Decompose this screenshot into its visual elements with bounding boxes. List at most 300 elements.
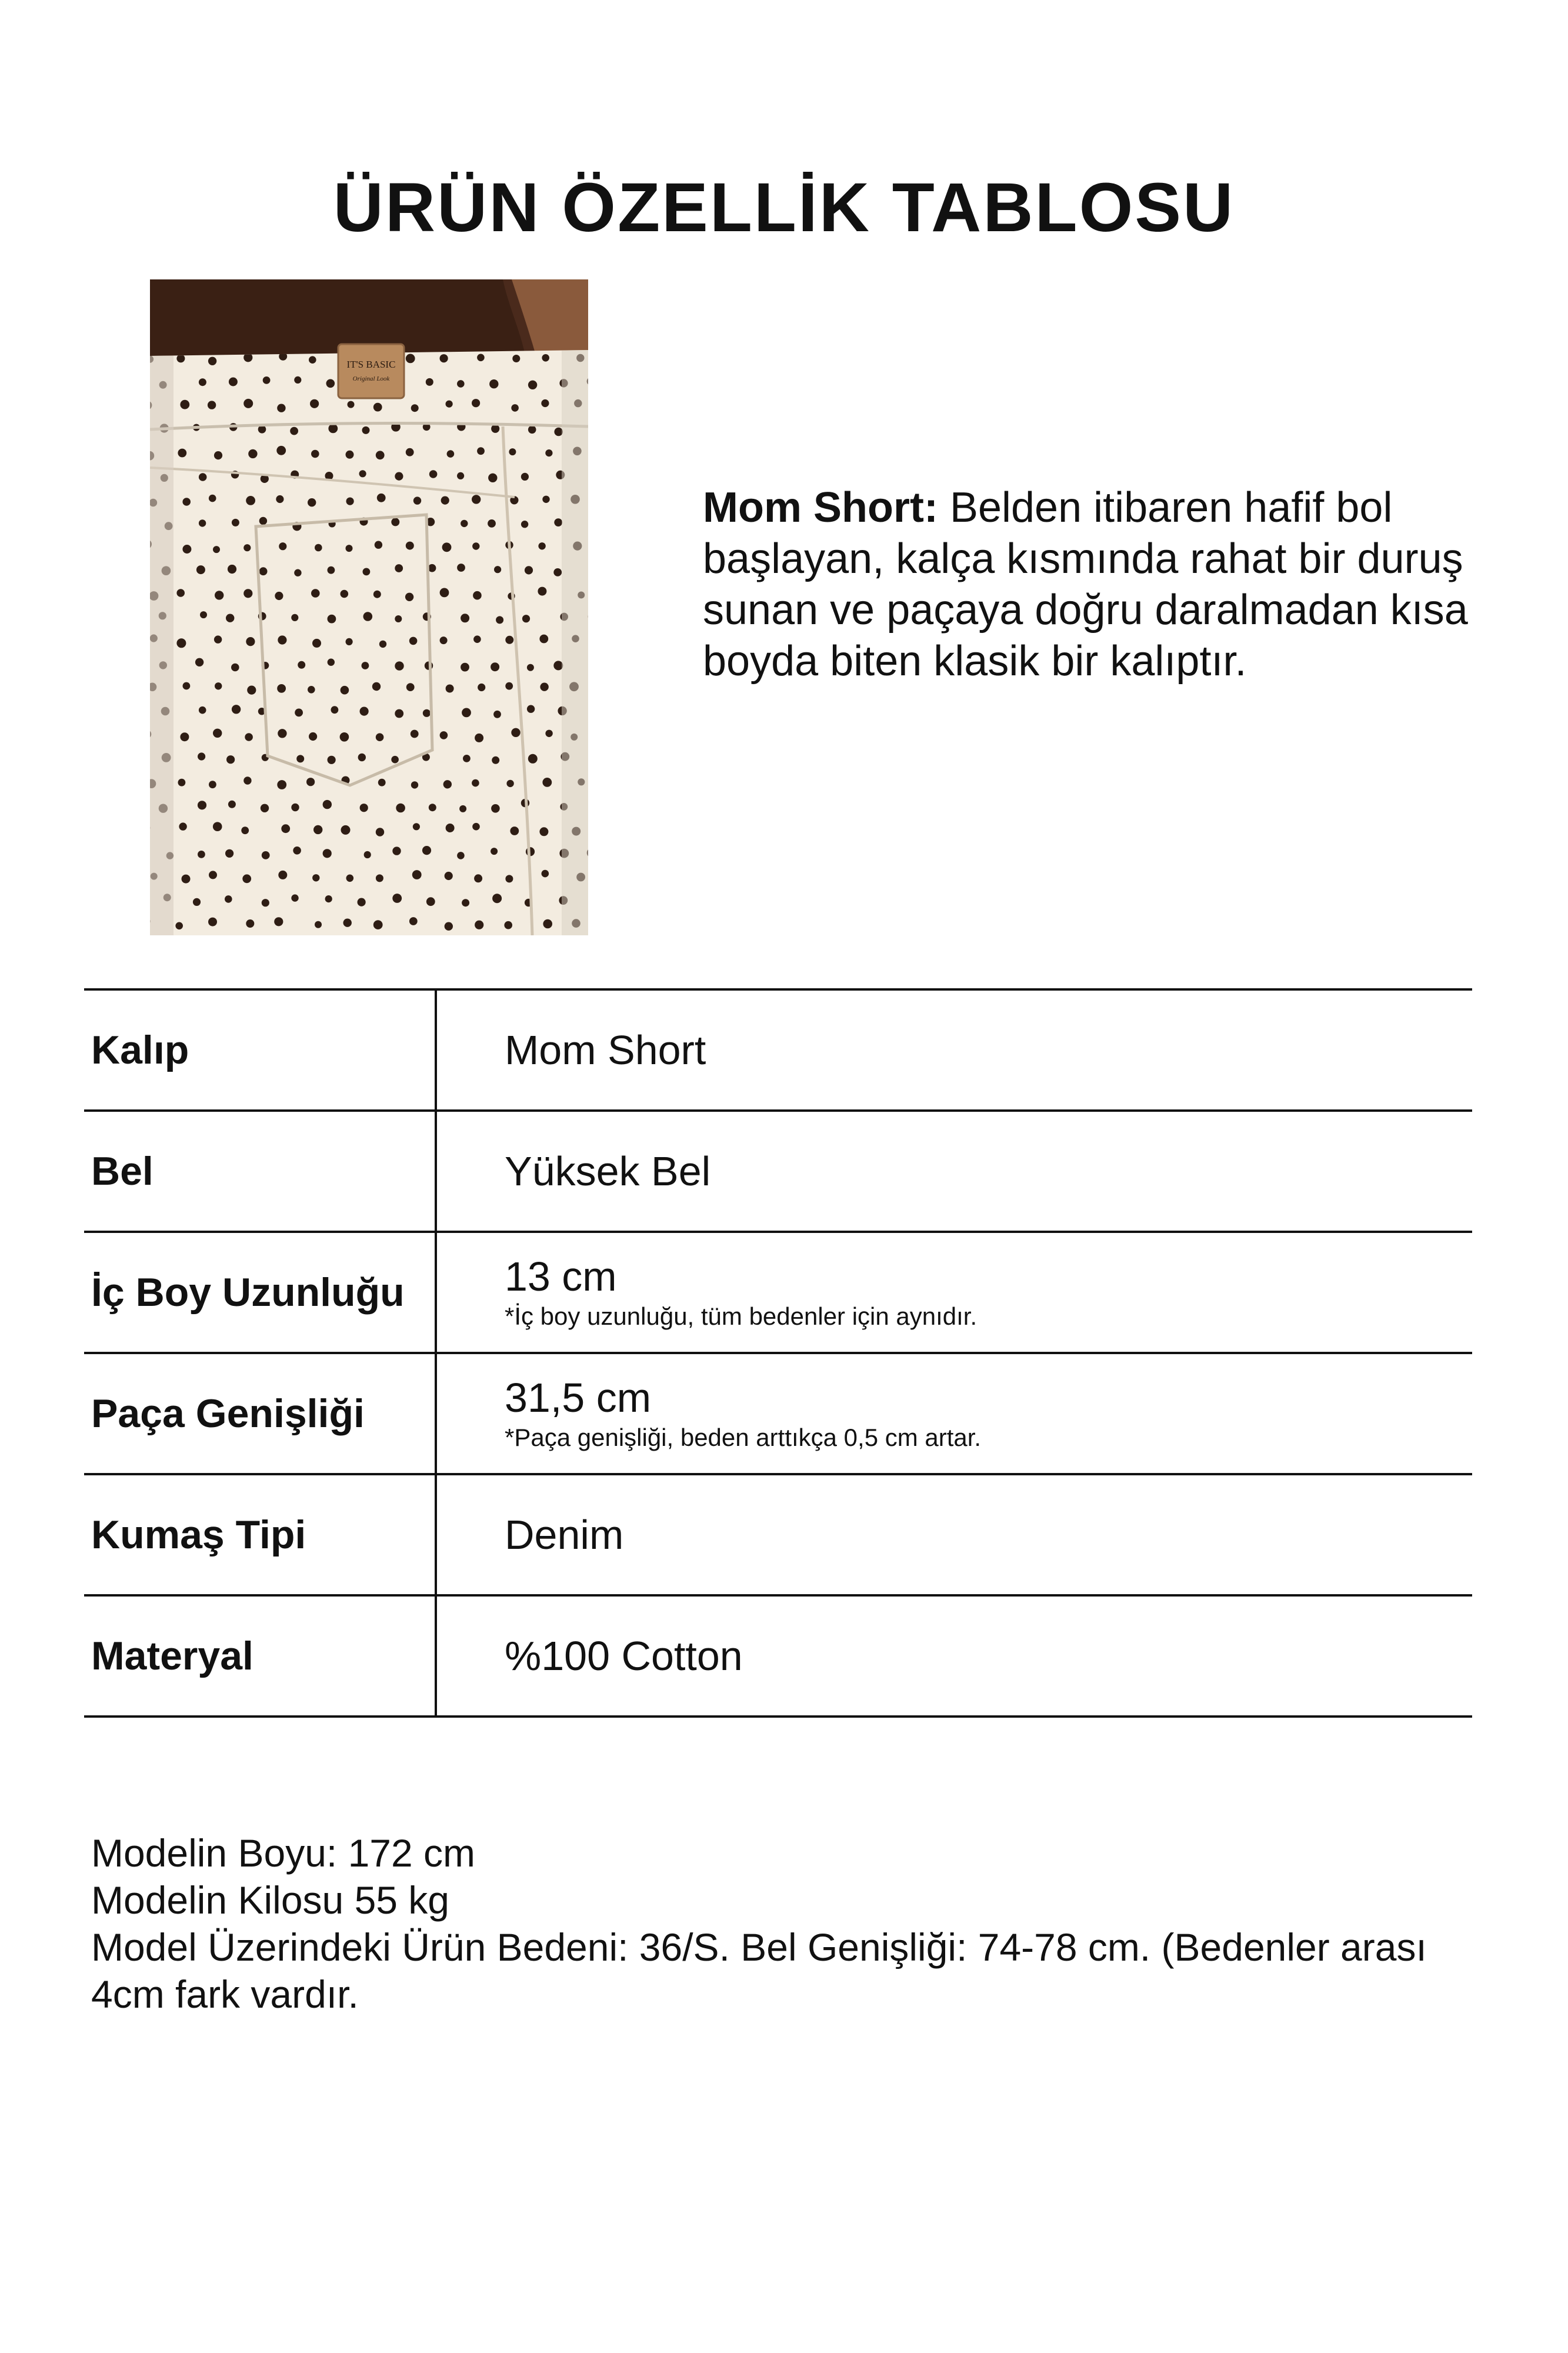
polka-dot: [195, 658, 203, 666]
polka-dot: [208, 918, 217, 926]
polka-dot: [406, 542, 414, 550]
polka-dot: [199, 473, 207, 481]
polka-dot: [246, 496, 255, 505]
polka-dot: [229, 378, 238, 386]
polka-dot: [298, 661, 305, 669]
polka-dot: [290, 427, 298, 435]
polka-dot: [492, 894, 502, 903]
polka-dot: [489, 379, 498, 388]
polka-dot: [226, 614, 234, 622]
page-title: ÜRÜN ÖZELLİK TABLOSU: [333, 169, 1235, 246]
spec-value: 13 cm: [505, 1254, 617, 1299]
polka-dot: [463, 755, 471, 762]
polka-dot: [511, 728, 520, 737]
product-description: [703, 482, 1491, 687]
polka-dot: [492, 756, 499, 764]
polka-dot: [405, 593, 413, 601]
column-divider: [435, 1112, 437, 1233]
polka-dot: [231, 664, 239, 672]
spec-value-cell: [505, 991, 1446, 1109]
polka-dot: [176, 638, 186, 648]
polka-dot: [360, 707, 369, 716]
polka-dot: [378, 779, 386, 786]
spec-label: Bel: [91, 1149, 154, 1194]
svg-text:Original Look: Original Look: [352, 375, 390, 382]
polka-dot: [274, 917, 283, 926]
polka-dot: [248, 449, 257, 458]
polka-dot: [478, 684, 485, 691]
polka-dot: [362, 426, 370, 434]
polka-dot: [429, 470, 438, 478]
spec-row: [84, 991, 1472, 1112]
polka-dot: [209, 495, 216, 502]
polka-dot: [310, 399, 319, 408]
polka-dot: [376, 451, 385, 459]
polka-dot: [491, 662, 499, 671]
polka-dot: [488, 474, 497, 482]
polka-dot: [199, 519, 206, 526]
polka-dot: [406, 354, 415, 364]
spec-value-cell: [505, 1354, 1446, 1473]
column-divider: [435, 1354, 437, 1475]
polka-dot: [328, 756, 336, 764]
polka-dot: [276, 495, 283, 503]
polka-dot: [527, 705, 535, 713]
polka-dot: [445, 922, 453, 931]
polka-dot: [291, 804, 299, 811]
polka-dot: [395, 615, 402, 622]
polka-dot: [242, 874, 251, 883]
polka-dot: [391, 756, 399, 764]
polka-dot: [363, 612, 373, 621]
polka-dot: [422, 846, 431, 855]
polka-dot: [457, 472, 464, 479]
polka-dot: [180, 400, 189, 409]
polka-dot: [545, 449, 552, 456]
polka-dot: [395, 661, 403, 670]
polka-dot: [213, 822, 222, 831]
polka-dot: [442, 542, 452, 552]
polka-dot: [182, 875, 191, 884]
polka-dot: [263, 376, 271, 384]
polka-dot: [296, 755, 304, 762]
model-weight: Modelin Kilosu 55 kg: [91, 1878, 450, 1922]
polka-dot: [278, 729, 286, 738]
polka-dot: [277, 404, 285, 412]
polka-dot: [542, 870, 549, 878]
polka-dot: [178, 449, 186, 458]
polka-dot: [541, 399, 549, 407]
polka-dot: [326, 379, 335, 388]
polka-dot: [373, 920, 383, 929]
polka-dot: [293, 846, 301, 855]
polka-dot: [406, 448, 414, 456]
polka-dot: [509, 448, 516, 455]
spec-label: Kalıp: [91, 1028, 189, 1072]
polka-dot: [412, 870, 422, 879]
polka-dot: [225, 849, 233, 858]
polka-dot: [373, 403, 382, 412]
polka-dot: [193, 898, 201, 906]
polka-dot: [440, 588, 449, 598]
polka-dot: [346, 875, 354, 882]
polka-dot: [346, 498, 354, 505]
polka-dot: [198, 752, 205, 760]
polka-dot: [457, 380, 465, 388]
polka-dot: [491, 425, 499, 433]
polka-dot: [395, 564, 403, 572]
polka-dot: [360, 804, 368, 812]
polka-dot: [413, 496, 421, 504]
polka-dot: [457, 852, 465, 859]
polka-dot: [457, 564, 465, 572]
spec-note: *İç boy uzunluğu, tüm bedenler için aynıdır.: [505, 1302, 978, 1330]
polka-dot: [346, 451, 354, 459]
polka-dot: [459, 805, 466, 812]
column-divider: [435, 1475, 437, 1597]
polka-dot: [441, 496, 449, 505]
description-term: Mom Short:: [703, 484, 938, 531]
polka-dot: [545, 730, 552, 737]
spec-row: [84, 1354, 1472, 1475]
polka-dot: [246, 919, 254, 928]
spec-label: Kumaş Tipi: [91, 1512, 306, 1557]
polka-dot: [375, 541, 382, 549]
polka-dot: [306, 778, 315, 786]
polka-dot: [413, 823, 420, 830]
polka-dot: [226, 755, 235, 764]
polka-dot: [426, 897, 435, 906]
spec-value: %100 Cotton: [505, 1633, 743, 1679]
polka-dot: [511, 404, 519, 412]
polka-dot: [243, 544, 251, 551]
polka-dot: [200, 611, 207, 618]
polka-dot: [396, 804, 405, 813]
column-divider: [435, 991, 437, 1112]
spec-value: Yüksek Bel: [505, 1148, 711, 1194]
polka-dot: [473, 635, 481, 643]
polka-dot: [247, 686, 256, 695]
polka-dot: [346, 638, 353, 645]
spec-value-cell: [505, 1597, 1446, 1715]
polka-dot: [311, 589, 320, 598]
polka-dot: [440, 354, 448, 362]
polka-dot: [461, 614, 469, 622]
polka-dot: [198, 851, 205, 858]
polka-dot: [261, 804, 269, 812]
spec-table: [84, 988, 1472, 1718]
polka-dot: [538, 542, 545, 549]
polka-dot: [215, 591, 223, 599]
polka-dot: [312, 639, 321, 648]
polka-dot: [528, 754, 538, 764]
polka-dot: [447, 450, 455, 458]
spec-label: Materyal: [91, 1634, 253, 1678]
polka-dot: [505, 636, 513, 644]
description-text: Belden itibaren hafif bol başlayan, kalça kısmında rahat bir duruş sunan ve paçaya doğru daralmadan kısa boyda biten klasik bir kalıptır.: [703, 484, 1468, 685]
polka-dot: [294, 569, 301, 576]
polka-dot: [473, 591, 482, 600]
polka-dot: [553, 661, 563, 670]
polka-dot: [277, 780, 286, 789]
polka-dot: [359, 470, 366, 477]
polka-dot: [376, 874, 383, 882]
polka-dot: [475, 734, 483, 742]
polka-dot: [196, 565, 205, 574]
polka-dot: [528, 381, 537, 389]
polka-dot: [512, 355, 520, 362]
polka-dot: [477, 447, 485, 455]
polka-dot: [199, 706, 206, 714]
polka-dot: [521, 473, 529, 481]
spec-row: [84, 1597, 1472, 1718]
polka-dot: [215, 682, 222, 689]
spec-value-cell: [505, 1233, 1446, 1352]
polka-dot: [291, 614, 298, 621]
polka-dot: [315, 544, 322, 552]
polka-dot: [392, 894, 402, 903]
polka-dot: [341, 590, 349, 598]
polka-dot: [461, 663, 469, 672]
polka-dot: [527, 664, 534, 671]
polka-dot: [462, 708, 471, 718]
polka-dot: [246, 637, 255, 646]
polka-dot: [358, 898, 366, 906]
polka-dot: [542, 354, 549, 362]
polka-dot: [496, 616, 503, 624]
model-size: Model Üzerindeki Ürün Bedeni: 36/S. Bel Genişliği: 74-78 cm. (Bedenler arası 4cm fark vardır.: [91, 1925, 1438, 2016]
polka-dot: [395, 472, 403, 481]
polka-dot: [278, 635, 286, 644]
polka-dot: [183, 682, 191, 690]
polka-dot: [426, 378, 433, 386]
polka-dot: [182, 498, 191, 506]
polka-dot: [491, 804, 500, 813]
polka-dot: [243, 589, 252, 598]
polka-dot: [477, 354, 485, 362]
polka-dot: [348, 401, 355, 408]
polka-dot: [461, 520, 468, 527]
polka-dot: [228, 801, 236, 808]
polka-dot: [241, 826, 249, 834]
polka-dot: [542, 778, 552, 787]
polka-dot: [276, 446, 286, 455]
polka-dot: [295, 709, 303, 717]
spec-row: [84, 1233, 1472, 1354]
polka-dot: [214, 635, 222, 643]
polka-dot: [373, 591, 381, 598]
polka-dot: [475, 921, 483, 929]
polka-dot: [331, 706, 339, 714]
polka-dot: [472, 399, 480, 407]
polka-dot: [175, 922, 183, 930]
polka-dot: [232, 705, 241, 714]
polka-dot: [472, 542, 479, 549]
spec-value-cell: [505, 1475, 1446, 1594]
spec-value: Denim: [505, 1512, 624, 1558]
polka-dot: [472, 779, 479, 787]
polka-dot: [409, 917, 418, 925]
spec-value: Mom Short: [505, 1027, 706, 1073]
model-height: Modelin Boyu: 172 cm: [91, 1831, 476, 1875]
polka-dot: [491, 848, 498, 855]
polka-dot: [363, 568, 371, 576]
polka-dot: [553, 568, 562, 576]
polka-dot: [392, 846, 401, 855]
spec-row: [84, 1112, 1472, 1233]
spec-row: [84, 1475, 1472, 1597]
polka-dot: [340, 732, 349, 742]
brand-label: [338, 344, 404, 398]
polka-dot: [409, 637, 418, 645]
polka-dot: [443, 780, 452, 788]
polka-dot: [311, 450, 319, 458]
polka-dot: [312, 874, 319, 881]
polka-dot: [372, 682, 381, 691]
polka-dot: [178, 779, 186, 786]
polka-dot: [391, 518, 399, 526]
spec-label: İç Boy Uzunluğu: [91, 1270, 405, 1315]
column-divider: [435, 1233, 437, 1354]
polka-dot: [278, 871, 287, 879]
polka-dot: [446, 401, 453, 408]
polka-dot: [543, 919, 552, 929]
polka-dot: [462, 899, 469, 906]
spec-value-cell: [505, 1112, 1446, 1231]
column-divider: [435, 1597, 437, 1718]
polka-dot: [228, 565, 236, 574]
polka-dot: [364, 851, 371, 858]
polka-dot: [323, 849, 332, 858]
polka-dot: [429, 804, 436, 811]
polka-dot: [525, 566, 533, 574]
polka-dot: [199, 378, 206, 386]
polka-dot: [510, 826, 519, 835]
polka-dot: [315, 921, 322, 928]
polka-dot: [208, 357, 216, 365]
polka-dot: [279, 542, 286, 550]
polka-dot: [213, 546, 220, 553]
polka-dot: [294, 376, 301, 384]
polka-dot: [423, 709, 431, 717]
polka-dot: [180, 732, 189, 741]
polka-dot: [214, 451, 222, 459]
polka-dot: [522, 615, 530, 622]
polka-dot: [313, 825, 322, 834]
polka-dot: [494, 566, 501, 573]
model-info: [91, 1829, 1479, 2018]
polka-dot: [198, 801, 206, 809]
polka-dot: [446, 685, 454, 693]
polka-dot: [445, 872, 453, 880]
polka-dot: [179, 822, 186, 830]
polka-dot: [472, 495, 481, 504]
polka-dot: [493, 711, 501, 718]
polka-dot: [472, 823, 480, 831]
polka-dot: [505, 875, 513, 882]
polka-dot: [328, 566, 335, 574]
polka-dot: [539, 635, 548, 644]
polka-dot: [275, 592, 283, 600]
polka-dot: [521, 521, 528, 528]
svg-text:IT'S BASIC: IT'S BASIC: [346, 359, 396, 370]
polka-dot: [225, 895, 232, 903]
polka-dot: [176, 354, 185, 362]
polka-dot: [341, 825, 351, 835]
polka-dot: [343, 919, 352, 927]
polka-dot: [362, 662, 369, 669]
spec-label: Paça Genişliği: [91, 1391, 365, 1436]
polka-dot: [411, 781, 418, 788]
polka-dot: [474, 874, 482, 882]
polka-dot: [277, 684, 286, 693]
polka-dot: [243, 399, 253, 408]
polka-dot: [182, 545, 191, 554]
polka-dot: [245, 733, 253, 741]
spec-note: *Paça genişliği, beden arttıkça 0,5 cm artar.: [505, 1424, 982, 1451]
polka-dot: [504, 921, 512, 929]
polka-dot: [379, 641, 386, 648]
polka-dot: [406, 683, 415, 691]
polka-dot: [539, 827, 548, 836]
polka-dot: [358, 754, 366, 761]
polka-dot: [259, 517, 267, 525]
polka-dot: [308, 498, 316, 506]
polka-dot: [309, 356, 316, 364]
polka-dot: [554, 518, 562, 526]
product-photo: [150, 279, 588, 935]
polka-dot: [323, 800, 332, 809]
polka-dot: [309, 732, 317, 741]
polka-dot: [411, 404, 419, 412]
polka-dot: [376, 733, 384, 741]
polka-dot: [325, 895, 332, 902]
polka-dot: [308, 686, 315, 694]
polka-dot: [328, 659, 335, 666]
polka-dot: [259, 567, 268, 575]
polka-dot: [328, 615, 336, 624]
polka-dot: [341, 686, 349, 695]
polka-dot: [232, 519, 239, 526]
polka-dot: [528, 426, 536, 434]
polka-dot: [538, 587, 546, 596]
polka-dot: [281, 824, 290, 833]
polka-dot: [440, 731, 448, 739]
polka-dot: [208, 401, 216, 409]
polka-dot: [488, 519, 496, 528]
polka-dot: [376, 828, 384, 836]
polka-dot: [506, 780, 513, 787]
polka-dot: [328, 424, 338, 434]
polka-dot: [554, 428, 563, 436]
polka-dot: [395, 709, 403, 718]
spec-value: 31,5 cm: [505, 1375, 651, 1421]
polka-dot: [243, 776, 251, 784]
polka-dot: [542, 496, 549, 503]
polka-dot: [540, 683, 548, 691]
polka-dot: [262, 851, 270, 859]
polka-dot: [213, 729, 222, 738]
polka-dot: [505, 682, 513, 690]
polka-dot: [440, 636, 448, 644]
polka-dot: [176, 589, 185, 597]
polka-dot: [291, 894, 298, 901]
polka-dot: [209, 781, 216, 788]
polka-dot: [446, 824, 455, 832]
polka-dot: [209, 871, 217, 879]
polka-dot: [377, 494, 386, 502]
polka-dot: [346, 545, 353, 552]
